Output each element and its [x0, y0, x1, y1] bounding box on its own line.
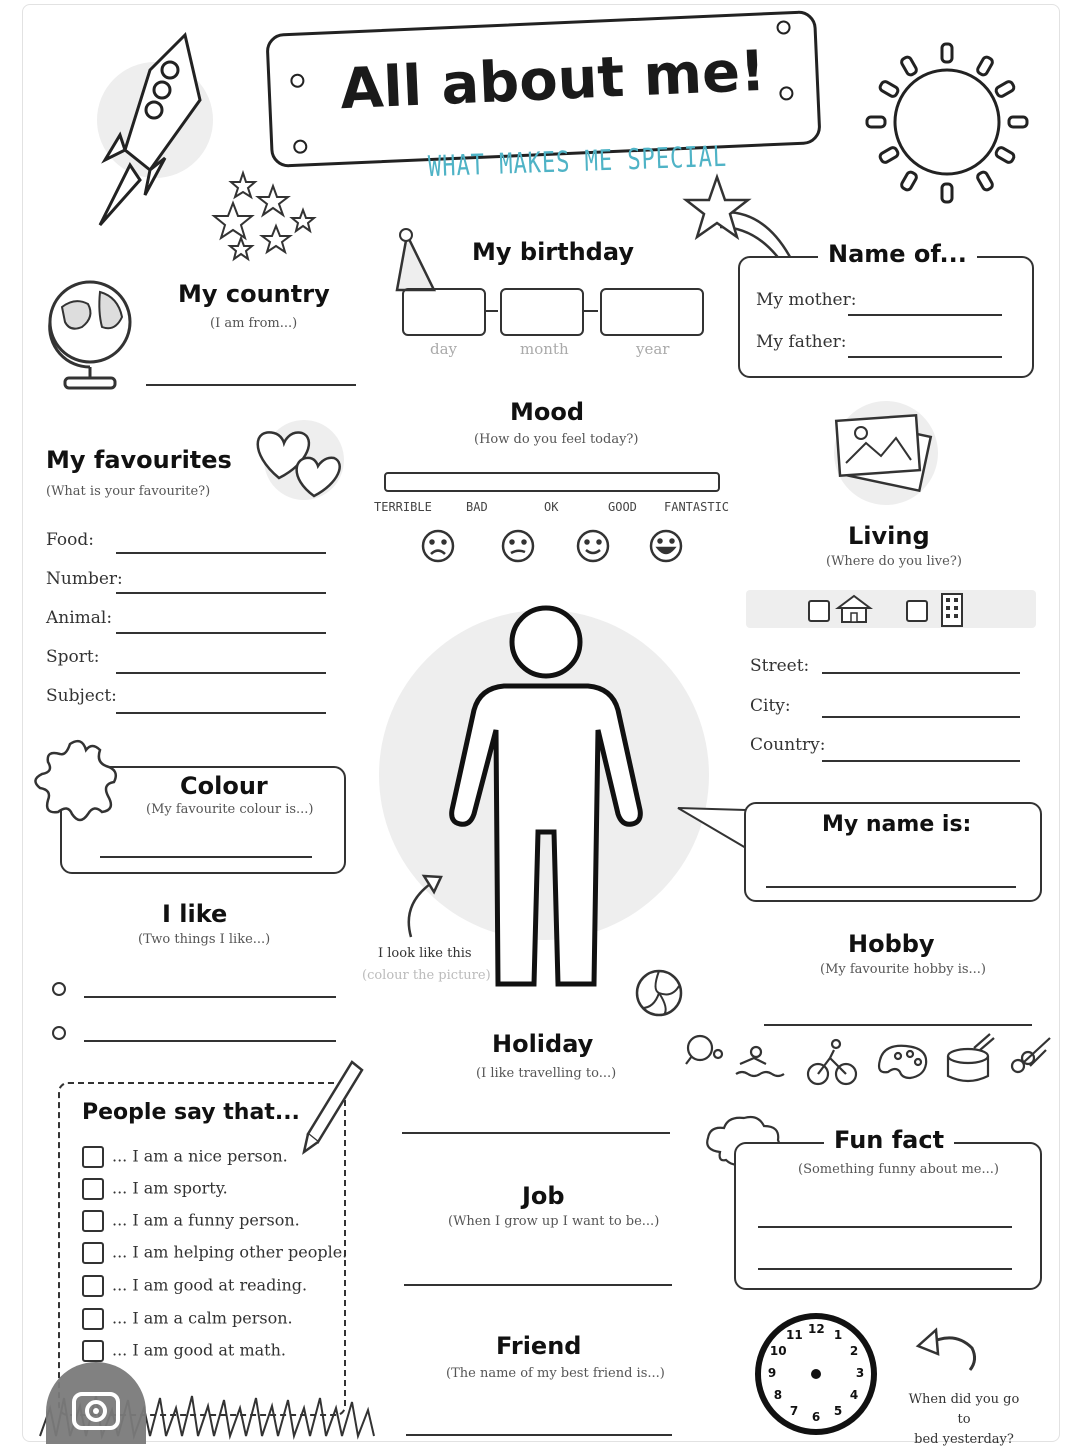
friend-title: Friend — [496, 1332, 582, 1360]
ilike-bullet-1 — [52, 982, 66, 996]
people-checkbox-6[interactable] — [82, 1308, 104, 1330]
apartment-icon — [938, 592, 966, 628]
holiday-subtitle: (I like travelling to...) — [476, 1066, 617, 1081]
clock[interactable] — [752, 1310, 880, 1438]
clock-number-10: 10 — [769, 1344, 787, 1358]
job-subtitle: (When I grow up I want to be...) — [448, 1214, 660, 1229]
birthday-month-label: month — [520, 340, 569, 358]
people-item-5[interactable]: ... I am good at reading. — [82, 1275, 307, 1297]
figure-caption: I look like this — [378, 946, 472, 961]
favourite-animal-label: Animal: — [46, 608, 113, 628]
people-item-3[interactable]: ... I am a funny person. — [82, 1210, 300, 1232]
mother-line[interactable] — [848, 314, 1002, 316]
colour-line[interactable] — [100, 856, 312, 858]
clock-number-3: 3 — [855, 1366, 865, 1380]
clock-number-9: 9 — [767, 1366, 777, 1380]
paint-splash-icon — [30, 734, 122, 830]
favourite-sport-label: Sport: — [46, 647, 100, 667]
birthday-day-box[interactable] — [402, 288, 486, 336]
sad-face-icon[interactable] — [423, 531, 453, 561]
ok-face-icon[interactable] — [578, 531, 608, 561]
ilike-line-2[interactable] — [84, 1040, 336, 1042]
clock-caption — [906, 1390, 1022, 1450]
name-of-title: Name of... — [818, 240, 977, 268]
city-label: City: — [750, 696, 791, 716]
house-checkbox[interactable] — [808, 600, 830, 622]
friend-subtitle: (The name of my best friend is...) — [446, 1366, 665, 1381]
people-title: People say that... — [82, 1100, 300, 1125]
job-line[interactable] — [404, 1284, 672, 1286]
clock-number-11: 11 — [786, 1327, 803, 1342]
people-checkbox-4[interactable] — [82, 1242, 104, 1264]
favourite-subject-label: Subject: — [46, 686, 117, 706]
clock-caption-line-2: bed yesterday? — [914, 1432, 1014, 1447]
people-checkbox-3[interactable] — [82, 1210, 104, 1232]
favourite-number-line[interactable] — [116, 592, 326, 594]
clock-caption-line-1: When did you go to — [908, 1392, 1020, 1427]
ping-pong-icon — [686, 1036, 722, 1064]
mood-subtitle: (How do you feel today?) — [474, 432, 639, 447]
swimming-icon — [736, 1047, 784, 1076]
favourites-subtitle: (What is your favourite?) — [46, 484, 211, 499]
clock-number-7: 7 — [789, 1404, 799, 1419]
country-title: My country — [178, 280, 330, 308]
mood-label-ok: OK — [544, 500, 559, 514]
living-options-strip — [746, 590, 1036, 628]
country-subtitle: (I am from...) — [210, 316, 298, 331]
drum-icon — [948, 1034, 994, 1081]
mother-label: My mother: — [756, 290, 857, 310]
volleyball-icon — [634, 968, 686, 1020]
mood-label-terrible: TERRIBLE — [374, 500, 432, 514]
clock-number-5: 5 — [833, 1404, 843, 1419]
people-item-6[interactable]: ... I am a calm person. — [82, 1308, 293, 1330]
birthday-year-label: year — [636, 340, 670, 358]
living-subtitle: (Where do you live?) — [826, 554, 962, 569]
birthday-day-label: day — [430, 340, 458, 358]
father-line[interactable] — [848, 356, 1002, 358]
colour-title: Colour — [180, 772, 268, 800]
hobby-icons-row — [684, 1030, 1056, 1094]
ilike-bullet-2 — [52, 1026, 66, 1040]
page-subtitle: WHAT MAKES ME SPECIAL — [427, 141, 728, 184]
mood-scale-bar[interactable] — [384, 472, 720, 492]
living-country-label: Country: — [750, 735, 826, 755]
favourite-food-label: Food: — [46, 530, 94, 550]
people-checkbox-2[interactable] — [82, 1178, 104, 1200]
mood-label-fantastic: FANTASTIC — [664, 500, 730, 514]
favourite-food-line[interactable] — [116, 552, 326, 554]
living-title: Living — [848, 522, 930, 550]
ilike-subtitle: (Two things I like...) — [138, 932, 271, 947]
apartment-checkbox[interactable] — [906, 600, 928, 622]
friend-line[interactable] — [406, 1434, 672, 1436]
favourite-sport-line[interactable] — [116, 672, 326, 674]
speech-bubble-tail — [676, 804, 748, 854]
people-checkbox-7[interactable] — [82, 1340, 104, 1362]
name-line[interactable] — [766, 886, 1016, 888]
favourite-number-label: Number: — [46, 569, 123, 589]
living-country-line[interactable] — [822, 760, 1020, 762]
cycling-icon — [808, 1040, 856, 1084]
arrow-up-icon — [396, 872, 446, 942]
hobby-line[interactable] — [764, 1024, 1032, 1026]
camera-lens-icon[interactable] — [68, 1384, 124, 1434]
street-line[interactable] — [822, 672, 1020, 674]
unhappy-face-icon[interactable] — [503, 531, 533, 561]
job-title: Job — [522, 1182, 565, 1210]
funfact-line-2[interactable] — [758, 1268, 1012, 1270]
undo-arrow-icon — [914, 1324, 980, 1374]
mood-title: Mood — [510, 398, 585, 426]
country-line[interactable] — [146, 384, 356, 386]
happy-face-icon[interactable] — [651, 531, 681, 561]
name-of-box — [738, 256, 1034, 378]
holiday-title: Holiday — [492, 1030, 594, 1058]
favourites-title: My favourites — [46, 446, 232, 474]
shooting-star-icon — [685, 172, 805, 262]
birthday-year-box[interactable] — [600, 288, 704, 336]
pencil-icon — [300, 1058, 370, 1158]
holiday-line[interactable] — [402, 1132, 670, 1134]
funfact-line-1[interactable] — [758, 1226, 1012, 1228]
mood-label-good: GOOD — [608, 500, 637, 514]
funfact-title: Fun fact — [824, 1126, 954, 1154]
globe-icon — [40, 272, 140, 394]
mood-label-bad: BAD — [466, 500, 488, 514]
father-label: My father: — [756, 332, 847, 352]
people-item-7[interactable]: ... I am good at math. — [82, 1340, 286, 1362]
city-line[interactable] — [822, 716, 1020, 718]
people-checkbox-1[interactable] — [82, 1146, 104, 1168]
birthday-month-box[interactable] — [500, 288, 584, 336]
clock-number-12: 12 — [808, 1322, 825, 1336]
funfact-subtitle: (Something funny about me...) — [798, 1162, 999, 1177]
birthday-title: My birthday — [472, 238, 634, 266]
hobby-title: Hobby — [848, 930, 935, 958]
name-title: My name is: — [822, 812, 972, 837]
ilike-line-1[interactable] — [84, 996, 336, 998]
mood-faces — [420, 528, 690, 564]
page-title: All about me! — [338, 38, 767, 123]
favourite-animal-line[interactable] — [116, 632, 326, 634]
colour-subtitle: (My favourite colour is...) — [146, 802, 314, 817]
sun-icon — [862, 42, 1032, 212]
rocket-icon — [70, 30, 220, 230]
painting-palette-icon — [879, 1046, 926, 1078]
hobby-subtitle: (My favourite hobby is...) — [820, 962, 987, 977]
stars-icon — [208, 168, 318, 263]
clock-number-1: 1 — [833, 1327, 843, 1342]
hearts-icon — [244, 418, 348, 504]
scissors-icon — [1012, 1038, 1050, 1072]
people-item-1[interactable]: ... I am a nice person. — [82, 1146, 288, 1168]
figure-caption-sub: (colour the picture) — [362, 968, 491, 983]
people-item-4[interactable]: ... I am helping other people. — [82, 1242, 347, 1264]
favourite-subject-line[interactable] — [116, 712, 326, 714]
people-checkbox-5[interactable] — [82, 1275, 104, 1297]
clock-number-2: 2 — [849, 1344, 859, 1358]
photos-icon — [826, 398, 946, 508]
ilike-title: I like — [162, 900, 228, 928]
house-icon — [836, 594, 872, 624]
clock-number-6: 6 — [811, 1410, 821, 1424]
street-label: Street: — [750, 656, 810, 676]
clock-number-8: 8 — [773, 1388, 783, 1402]
clock-number-4: 4 — [849, 1388, 859, 1402]
people-item-2[interactable]: ... I am sporty. — [82, 1178, 228, 1200]
